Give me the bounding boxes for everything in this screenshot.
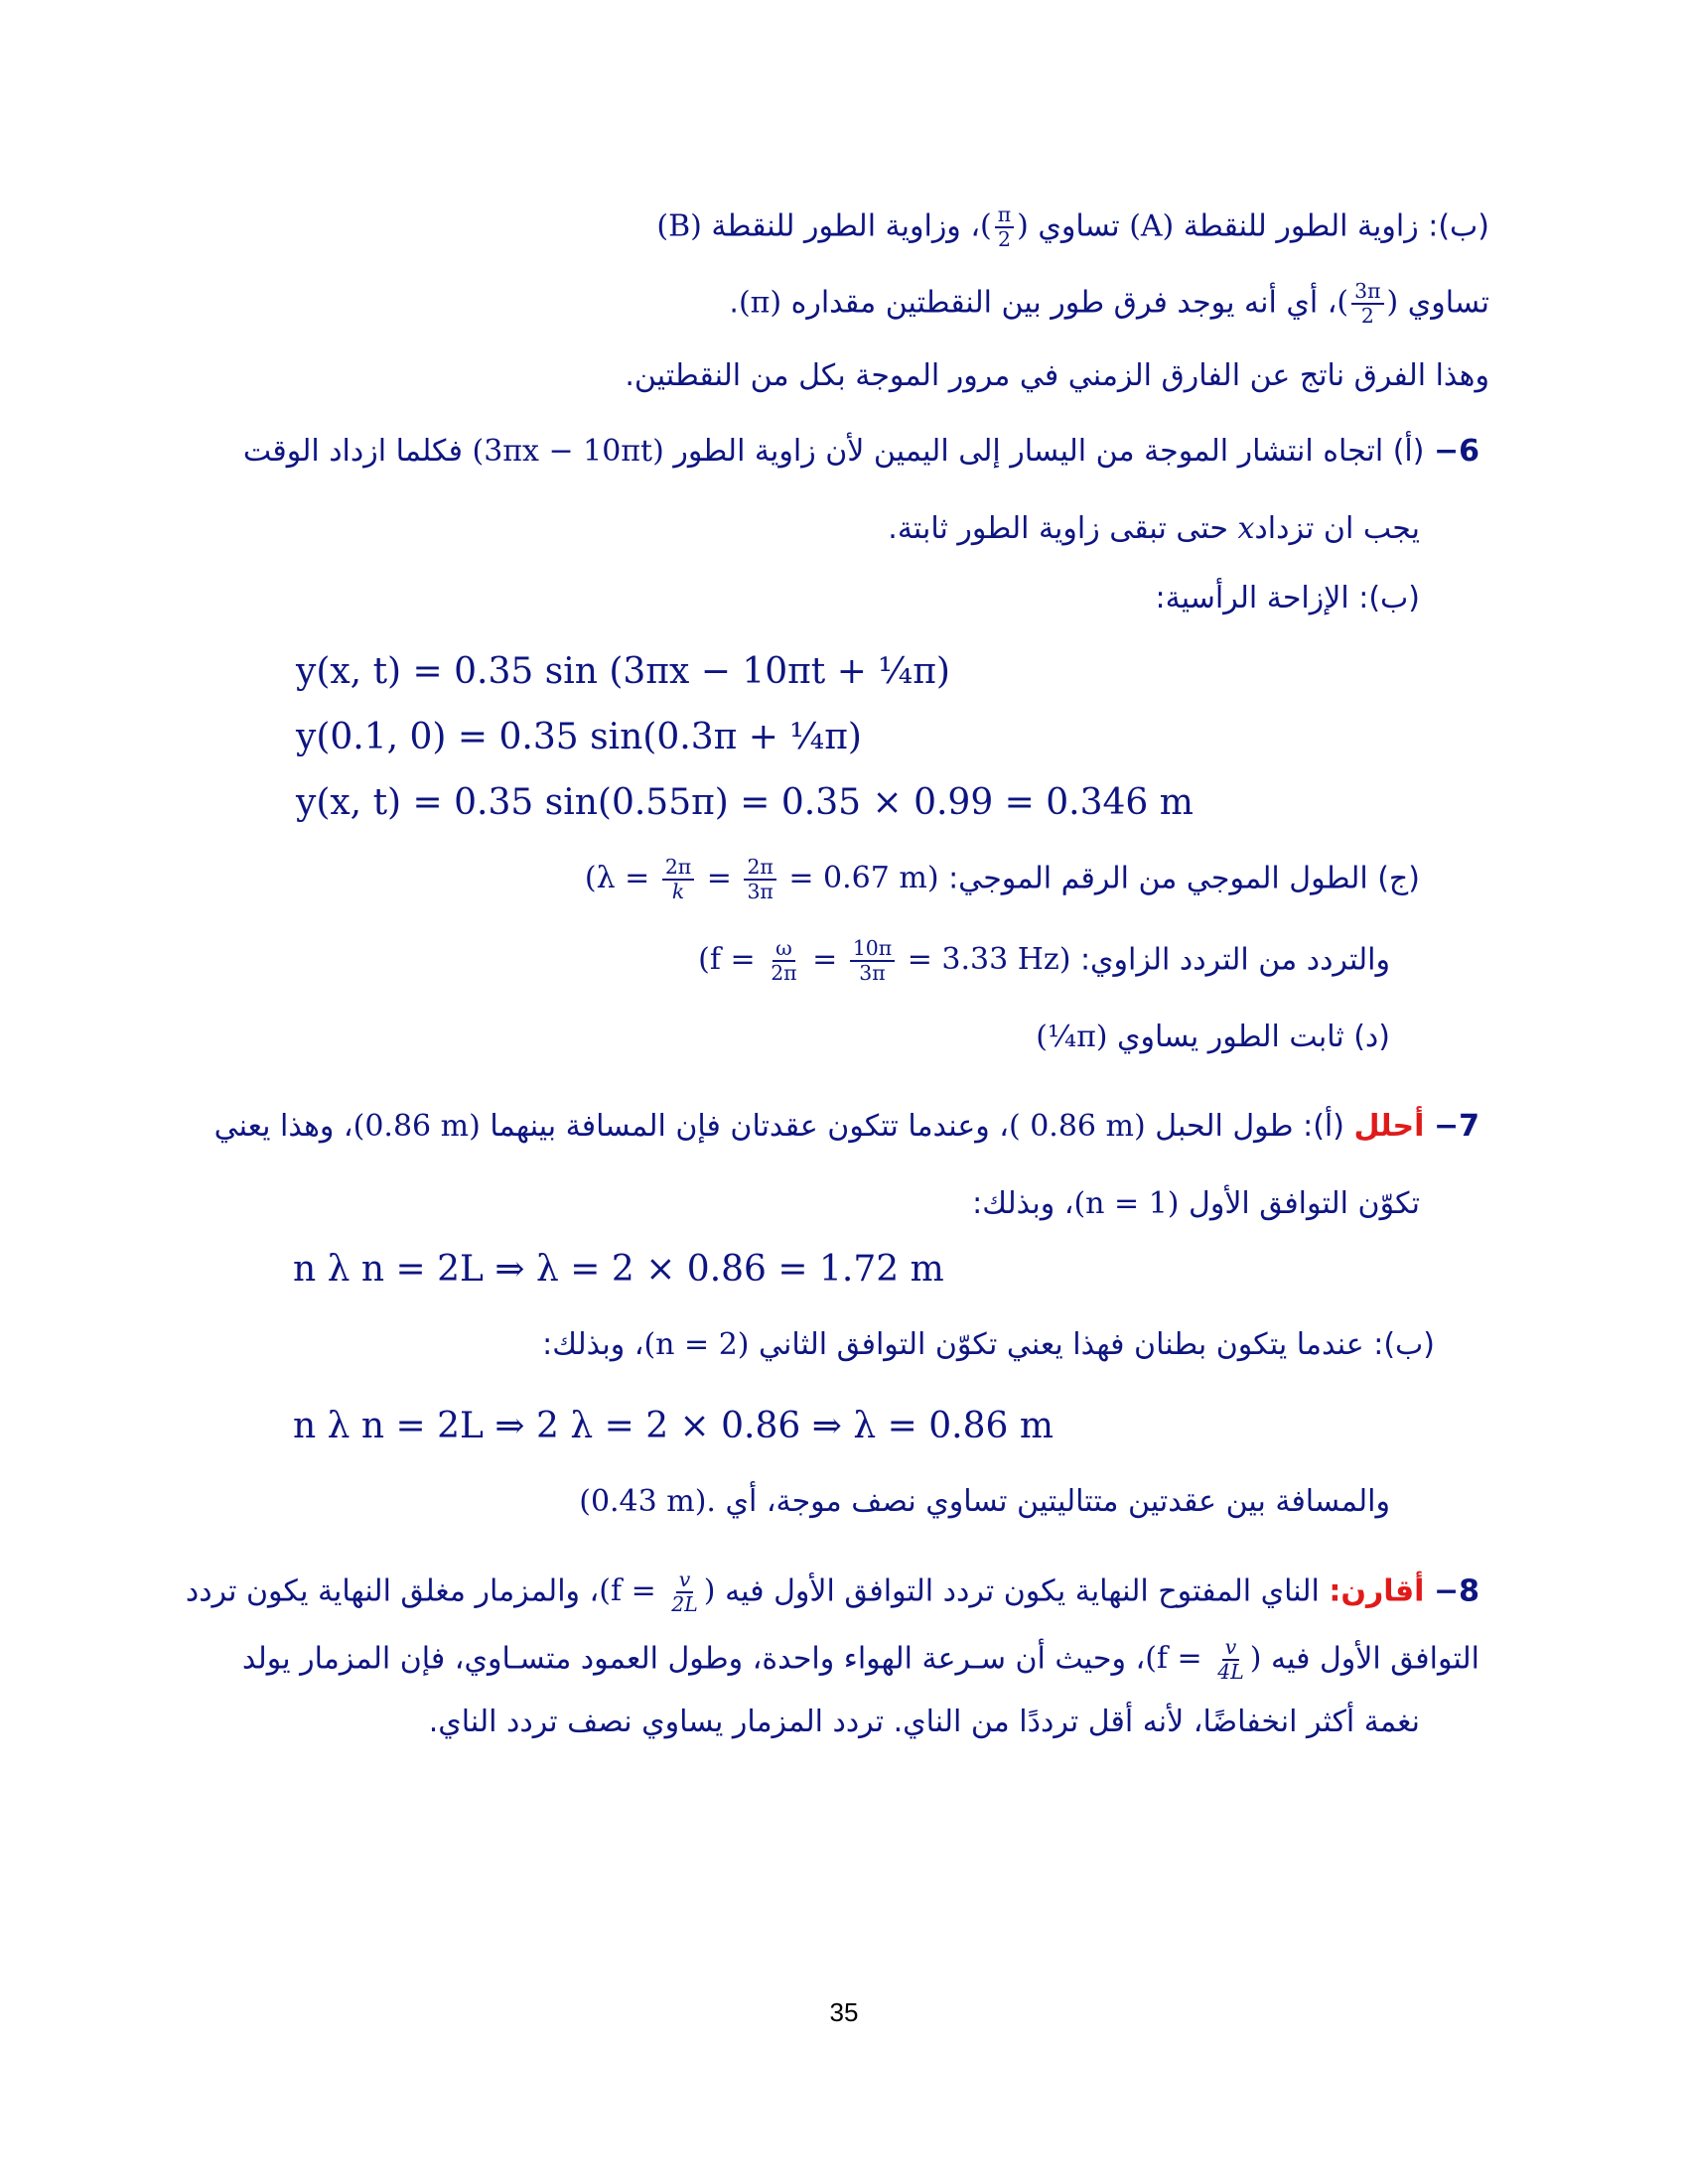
pi-over-2: ( $\frac{\pi}{2}$ ): [980, 203, 1029, 252]
q7-eq1: n λ n = 2L ⇒ λ = 2 × 0.86 = 1.72 m: [293, 1249, 944, 1290]
q7-number: 7−: [1433, 1109, 1479, 1144]
phase-constant: (¼π): [1036, 1020, 1108, 1054]
q7-keyword: أحلل: [1353, 1109, 1425, 1144]
q6-freq-line: والتردد من التردد الزاوي: (f = $\frac{\omega}{2\pi}$ = $\frac{10\pi}{3\pi}$ = 3.33 Hz): [698, 936, 1390, 986]
q8-line1: 8− أقارن: الناي المفتوح النهاية يكون تردد التوافق الأول فيه (f = $\frac{v}{2L}$ )، والمزمار مغلق النهاية يكون تردد: [185, 1568, 1479, 1617]
q6-a-line1: 6− (أ) اتجاه انتشار الموجة من اليسار إلى اليمين لأن زاوية الطور (3πx − 10πt) فكلما ازداد الوقت: [242, 434, 1479, 469]
q7-a-line2: تكوّن التوافق الأول (n = 1)، وبذلك:: [972, 1186, 1420, 1221]
q5b-line2: تساوي ( $\frac{3\pi}{2}$ )، أي أنه يوجد فرق طور بين النقطتين مقداره (π).: [729, 279, 1489, 329]
q7-dist-line: والمسافة بين عقدتين متتاليتين تساوي نصف موجة، أي (0.43 m).: [579, 1484, 1390, 1519]
q6-b-label: (ب): الإزاحة الرأسية:: [1155, 581, 1420, 615]
q7-b-line: (ب): عندما يتكون بطنان فهذا يعني تكوّن التوافق الثاني (n = 2)، وبذلك:: [542, 1327, 1435, 1362]
harmonic-n1: (n = 1): [1073, 1186, 1180, 1221]
q6-c-line: (ج) الطول الموجي من الرقم الموجي: (λ = $\frac{2\pi}{k}$ = $\frac{2\pi}{3\pi}$ = 0.67 m): [584, 855, 1420, 904]
q5b-line1: (ب): زاوية الطور للنقطة (A) تساوي ( $\frac{\pi}{2}$ )، وزاوية الطور للنقطة (B): [656, 203, 1489, 252]
harmonic-n2: (n = 2): [643, 1327, 750, 1362]
q6-eq1: y(x, t) = 0.35 sin (3πx − 10πt + ¼π): [296, 651, 950, 692]
wavelength-calc: (λ = $\frac{2\pi}{k}$ = $\frac{2\pi}{3\pi}$ = 0.67 m): [584, 855, 939, 904]
q7-eq2: n λ n = 2L ⇒ 2 λ = 2 × 0.86 ⇒ λ = 0.86 m: [293, 1406, 1054, 1446]
q6-a-line2: يجب ان تزدادx حتى تبقى زاوية الطور ثابتة.: [888, 511, 1420, 546]
page-number: 35: [829, 1997, 859, 2027]
q8-keyword: أقارن:: [1329, 1573, 1425, 1609]
q6-d-line: (د) ثابت الطور يساوي (¼π): [1036, 1020, 1390, 1054]
q6-eq3: y(x, t) = 0.35 sin(0.55π) = 0.35 × 0.99 = 0.346 m: [296, 782, 1194, 823]
rope-length: ( 0.86 m): [1008, 1109, 1146, 1144]
point-b-symbol: (B): [656, 208, 702, 244]
q6-number: 6−: [1433, 434, 1479, 469]
point-a-symbol: (A): [1129, 208, 1175, 244]
three-pi-over-2: ( $\frac{3\pi}{2}$ ): [1336, 279, 1399, 329]
frequency-calc: (f = $\frac{\omega}{2\pi}$ = $\frac{10\pi}{3\pi}$ = 3.33 Hz): [698, 936, 1071, 986]
closed-pipe-frequency: (f = $\frac{v}{4L}$ ): [1145, 1635, 1262, 1685]
half-wavelength: (0.43 m).: [579, 1484, 716, 1519]
q8-number: 8−: [1433, 1573, 1479, 1609]
q5b-line3: وهذا الفرق ناتج عن الفارق الزمني في مرور الموجة بكل من النقطتين.: [625, 358, 1489, 393]
open-pipe-frequency: (f = $\frac{v}{2L}$ ): [599, 1568, 716, 1617]
pi-value: (π): [738, 285, 782, 321]
phase-expression: (3πx − 10πt): [472, 434, 664, 469]
q6-eq2: y(0.1, 0) = 0.35 sin(0.3π + ¼π): [296, 717, 862, 757]
q7-a-line1: 7− أحلل (أ): طول الحبل ( 0.86 m)، وعندما تتكون عقدتان فإن المسافة بينهما (0.86 m)، وهذا يعني: [213, 1109, 1479, 1144]
q8-line2: التوافق الأول فيه (f = $\frac{v}{4L}$ )، وحيث أن سـرعة الهواء واحدة، وطول العمود متسـاوي، فإن المزمار يولد: [241, 1635, 1479, 1685]
x-variable: x: [1237, 511, 1255, 546]
node-distance: (0.86 m): [352, 1109, 481, 1144]
q8-line3: نغمة أكثر انخفاضًا، لأنه أقل ترددًا من الناي. تردد المزمار يساوي نصف تردد الناي.: [428, 1705, 1420, 1739]
